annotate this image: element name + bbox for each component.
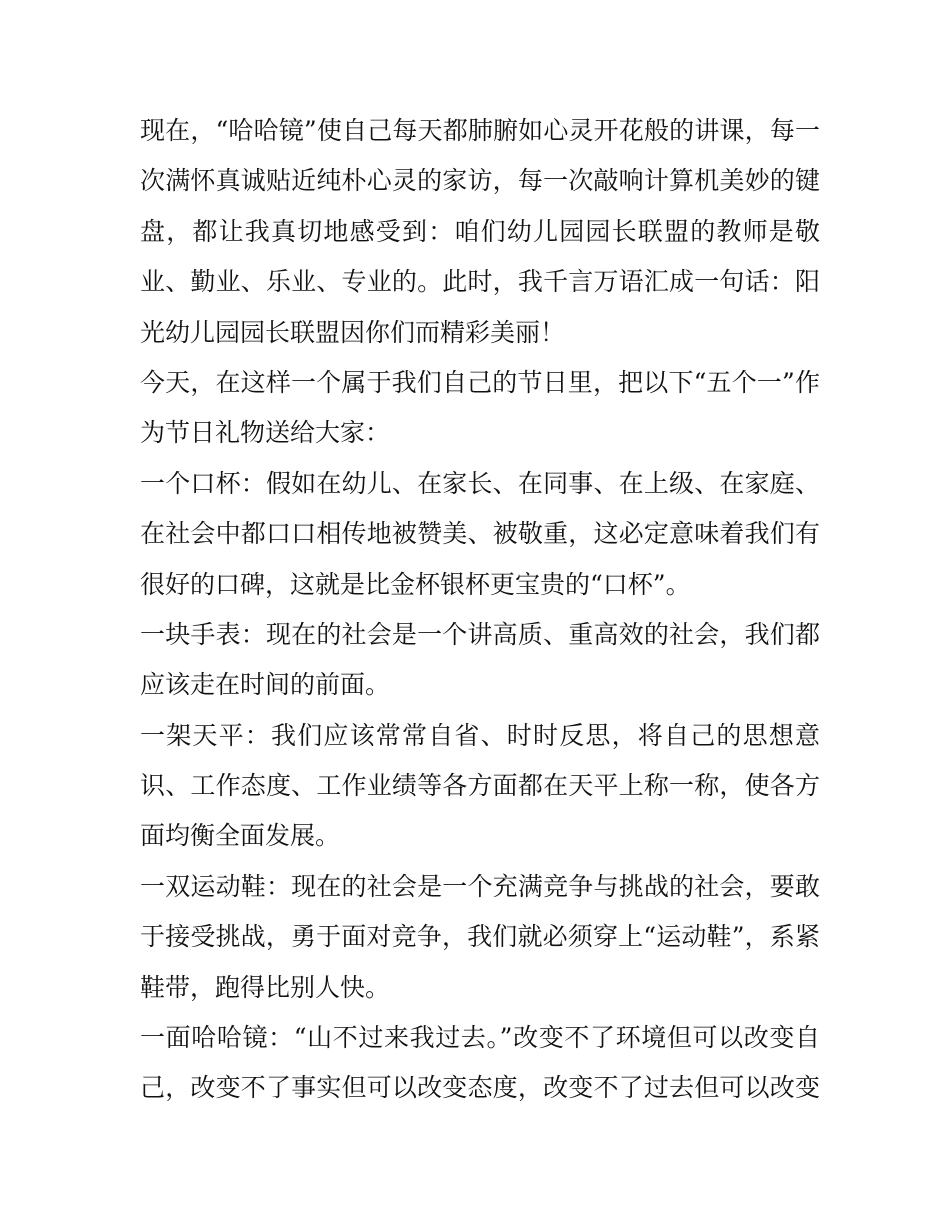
document-body — [140, 106, 820, 1114]
text-line: 于接受挑战，勇于面对竞争，我们就必须穿上“运动鞋”，系紧 — [140, 922, 820, 952]
text-line: 一块手表：现在的社会是一个讲高质、重高效的社会，我们都 — [140, 619, 820, 649]
text-line: 盘，都让我真切地感受到：咱们幼儿园园长联盟的教师是敬 — [140, 216, 820, 246]
text-line: 很好的口碑，这就是比金杯银杯更宝贵的“口杯”。 — [140, 569, 691, 599]
text-line: 光幼儿园园长联盟因你们而精彩美丽！ — [140, 317, 566, 347]
text-line: 应该走在时间的前面。 — [140, 670, 391, 700]
text-line: 在社会中都口口相传地被赞美、被敬重，这必定意味着我们有 — [140, 519, 820, 549]
text-line: 一个口杯：假如在幼儿、在家长、在同事、在上级、在家庭、 — [140, 468, 820, 498]
paragraph-today — [140, 358, 820, 459]
text-line: 为节日礼物送给大家： — [140, 418, 391, 448]
text-line: 次满怀真诚贴近纯朴心灵的家访，每一次敲响计算机美妙的键 — [140, 166, 820, 196]
text-line: 一双运动鞋：现在的社会是一个充满竞争与挑战的社会，要敢 — [140, 871, 820, 901]
text-line: 业、勤业、乐业、专业的。此时，我千言万语汇成一句话：阳 — [140, 267, 820, 297]
paragraph-intro — [140, 106, 820, 358]
paragraph-mirror — [140, 1013, 820, 1114]
text-line: 识、工作态度、工作业绩等各方面都在天平上称一称，使各方 — [140, 771, 820, 801]
paragraph-shoes — [140, 862, 820, 1013]
paragraph-scale — [140, 711, 820, 862]
text-line: 面均衡全面发展。 — [140, 821, 341, 851]
text-line: 现在，“哈哈镜”使自己每天都肺腑如心灵开花般的讲课，每一 — [140, 116, 820, 145]
text-line: 鞋带，跑得比别人快。 — [140, 972, 391, 1002]
paragraph-watch — [140, 610, 820, 711]
paragraph-cup — [140, 459, 820, 610]
text-line: 一架天平：我们应该常常自省、时时反思，将自己的思想意 — [140, 720, 820, 750]
text-line: 今天，在这样一个属于我们自己的节日里，把以下“五个一”作 — [140, 367, 820, 397]
text-line: 己，改变不了事实但可以改变态度，改变不了过去但可以改变 — [140, 1073, 820, 1103]
text-line: 一面哈哈镜：“山不过来我过去。”改变不了环境但可以改变自 — [140, 1023, 820, 1053]
